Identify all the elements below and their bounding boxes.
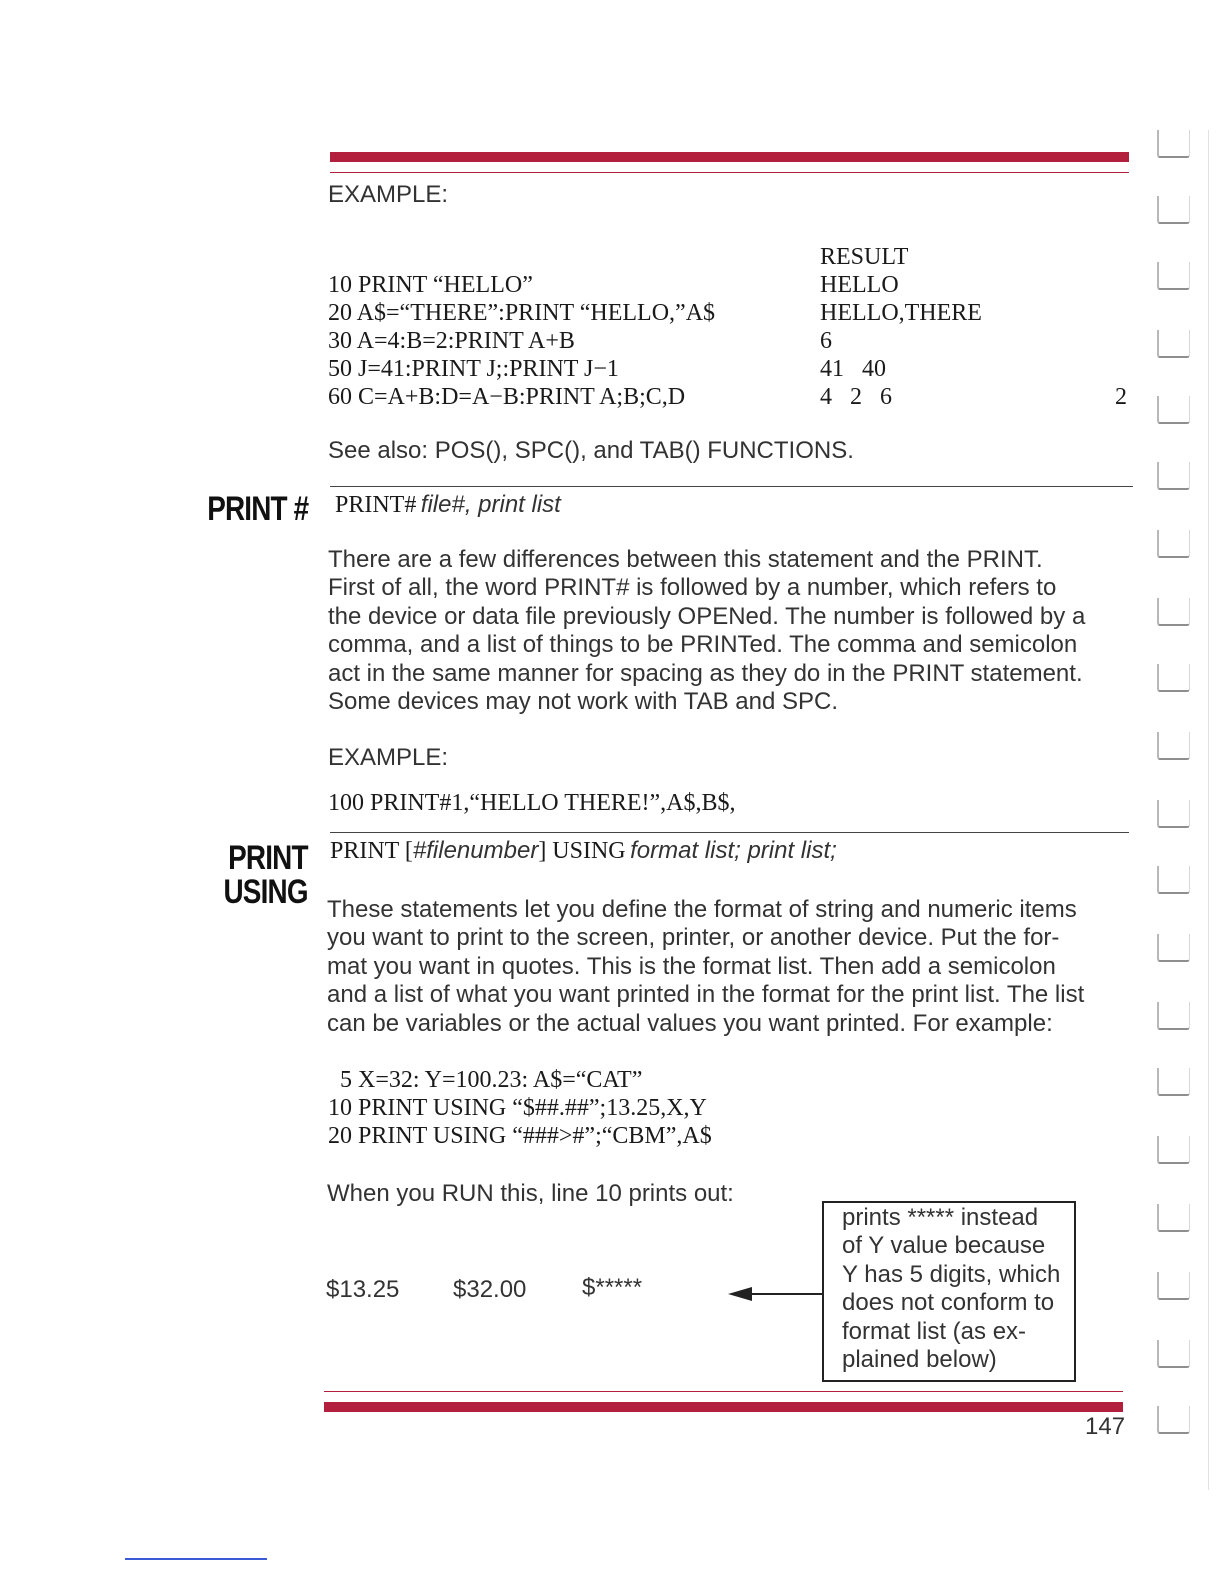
binder-tab-mark — [1157, 396, 1190, 424]
binder-tab-mark — [1157, 130, 1190, 158]
code-line: 50 J=41:PRINT J;:PRINT J−1 — [328, 356, 619, 382]
paragraph-line: comma, and a list of things to be PRINTed. The comma and semicolon — [328, 631, 1078, 659]
bottom-thin-rule — [324, 1391, 1123, 1392]
result-block — [820, 271, 982, 411]
print-hash-heading: PRINT # — [206, 490, 308, 528]
code-block — [328, 271, 715, 411]
paragraph-line: These statements let you define the format of string and numeric items — [327, 896, 1077, 923]
code-line: 10 PRINT “HELLO” — [328, 272, 533, 298]
paragraph-line: First of all, the word PRINT# is followed by a number, which refers to — [328, 574, 1057, 602]
binder-tab-mark — [1157, 800, 1190, 828]
arrow-line — [750, 1293, 822, 1295]
note-line: prints ***** instead — [842, 1204, 1039, 1231]
top-thin-rule — [330, 172, 1129, 173]
syntax-param: #filenumber — [412, 837, 539, 864]
code-line: 10 PRINT USING “$##.##”;13.25,X,Y — [328, 1095, 707, 1121]
trailing-value: 2 — [1115, 384, 1127, 410]
binder-tab-mark — [1157, 1272, 1190, 1300]
print-using-code — [328, 1066, 712, 1150]
result-line: HELLO — [820, 272, 899, 298]
example-label: EXAMPLE: — [328, 181, 449, 208]
syntax-keyword: PRINT [ — [330, 838, 413, 864]
paragraph-line: the device or data file previously OPENed. The number is followed by a — [328, 602, 1086, 630]
scan-artifact-line — [125, 1558, 267, 1560]
code-line: 30 A=4:B=2:PRINT A+B — [328, 328, 575, 354]
note-box — [822, 1201, 1076, 1382]
run-text: When you RUN this, line 10 prints out: — [327, 1180, 734, 1207]
arrow-left-icon — [728, 1287, 752, 1301]
section-rule — [330, 486, 1133, 487]
note-line: of Y value because — [842, 1232, 1046, 1260]
paragraph-line: mat you want in quotes. This is the format list. Then add a semicolon — [327, 952, 1056, 980]
syntax-params: file#, print list — [420, 491, 561, 518]
binder-tab-mark — [1157, 664, 1190, 692]
example-label: EXAMPLE: — [328, 744, 449, 771]
page-number: 147 — [1085, 1413, 1126, 1440]
note-line: Y has 5 digits, which — [842, 1260, 1061, 1288]
section-rule — [330, 832, 1129, 833]
code-line: 20 PRINT USING “###>#”;“CBM”,A$ — [328, 1123, 712, 1149]
binder-tab-mark — [1157, 1204, 1190, 1232]
print-using-heading — [224, 841, 308, 909]
print-using-paragraph — [327, 896, 1084, 1038]
code-line: 60 C=A+B:D=A−B:PRINT A;B;C,D — [328, 384, 686, 410]
binder-tab-mark — [1157, 1340, 1190, 1368]
result-line: HELLO,THERE — [820, 300, 982, 326]
code-line: 20 A$=“THERE”:PRINT “HELLO,”A$ — [328, 300, 716, 326]
output-value: $32.00 — [453, 1276, 527, 1303]
paragraph-line: There are a few differences between this statement and the PRINT. — [328, 546, 1043, 573]
page-edge-line — [1208, 130, 1209, 1490]
bottom-red-bar — [324, 1402, 1123, 1412]
heading-line: PRINT — [228, 839, 308, 877]
binder-tab-mark — [1157, 1136, 1190, 1164]
print-hash-syntax — [335, 490, 561, 523]
print-using-syntax — [330, 836, 837, 869]
note-line: format list (as ex- — [842, 1317, 1027, 1345]
syntax-keyword: PRINT# — [335, 492, 417, 518]
note-line: does not conform to — [842, 1289, 1055, 1317]
code-line: 5 X=32: Y=100.23: A$=“CAT” — [328, 1067, 643, 1093]
binder-tab-mark — [1157, 462, 1190, 490]
binder-tab-mark — [1157, 1002, 1190, 1030]
result-header: RESULT — [820, 244, 909, 270]
syntax-keyword: ] USING — [538, 838, 626, 864]
binder-tab-mark — [1157, 530, 1190, 558]
result-line: 41 40 — [820, 356, 886, 382]
paragraph-line: you want to print to the screen, printer, or another device. Put the for- — [327, 924, 1060, 952]
print-hash-paragraph — [328, 546, 1085, 716]
output-value: $***** — [582, 1274, 643, 1301]
note-line: plained below) — [842, 1346, 997, 1374]
binder-tab-mark — [1157, 598, 1190, 626]
paragraph-line: Some devices may not work with TAB and SPC. — [328, 688, 838, 716]
top-red-bar — [330, 152, 1129, 162]
result-line: 6 — [820, 328, 832, 354]
heading-line: USING — [223, 873, 308, 911]
paragraph-line: can be variables or the actual values you want printed. For example: — [327, 1009, 1053, 1037]
binder-tab-mark — [1157, 196, 1190, 224]
see-also: See also: POS(), SPC(), and TAB() FUNCTIONS. — [328, 437, 854, 464]
binder-tab-mark — [1157, 866, 1190, 894]
result-line: 4 2 6 — [820, 384, 892, 410]
output-value: $13.25 — [326, 1276, 400, 1303]
binder-tab-mark — [1157, 1068, 1190, 1096]
print-hash-example-code: 100 PRINT#1,“HELLO THERE!”,A$,B$, — [328, 790, 736, 816]
syntax-params: format list; print list; — [630, 837, 837, 864]
binder-tab-mark — [1157, 1406, 1190, 1434]
paragraph-line: and a list of what you want printed in the format for the print list. The list — [327, 981, 1085, 1009]
binder-tab-mark — [1157, 262, 1190, 290]
binder-tab-mark — [1157, 330, 1190, 358]
paragraph-line: act in the same manner for spacing as they do in the PRINT statement. — [328, 659, 1083, 687]
binder-tab-mark — [1157, 934, 1190, 962]
binder-tab-mark — [1157, 732, 1190, 760]
